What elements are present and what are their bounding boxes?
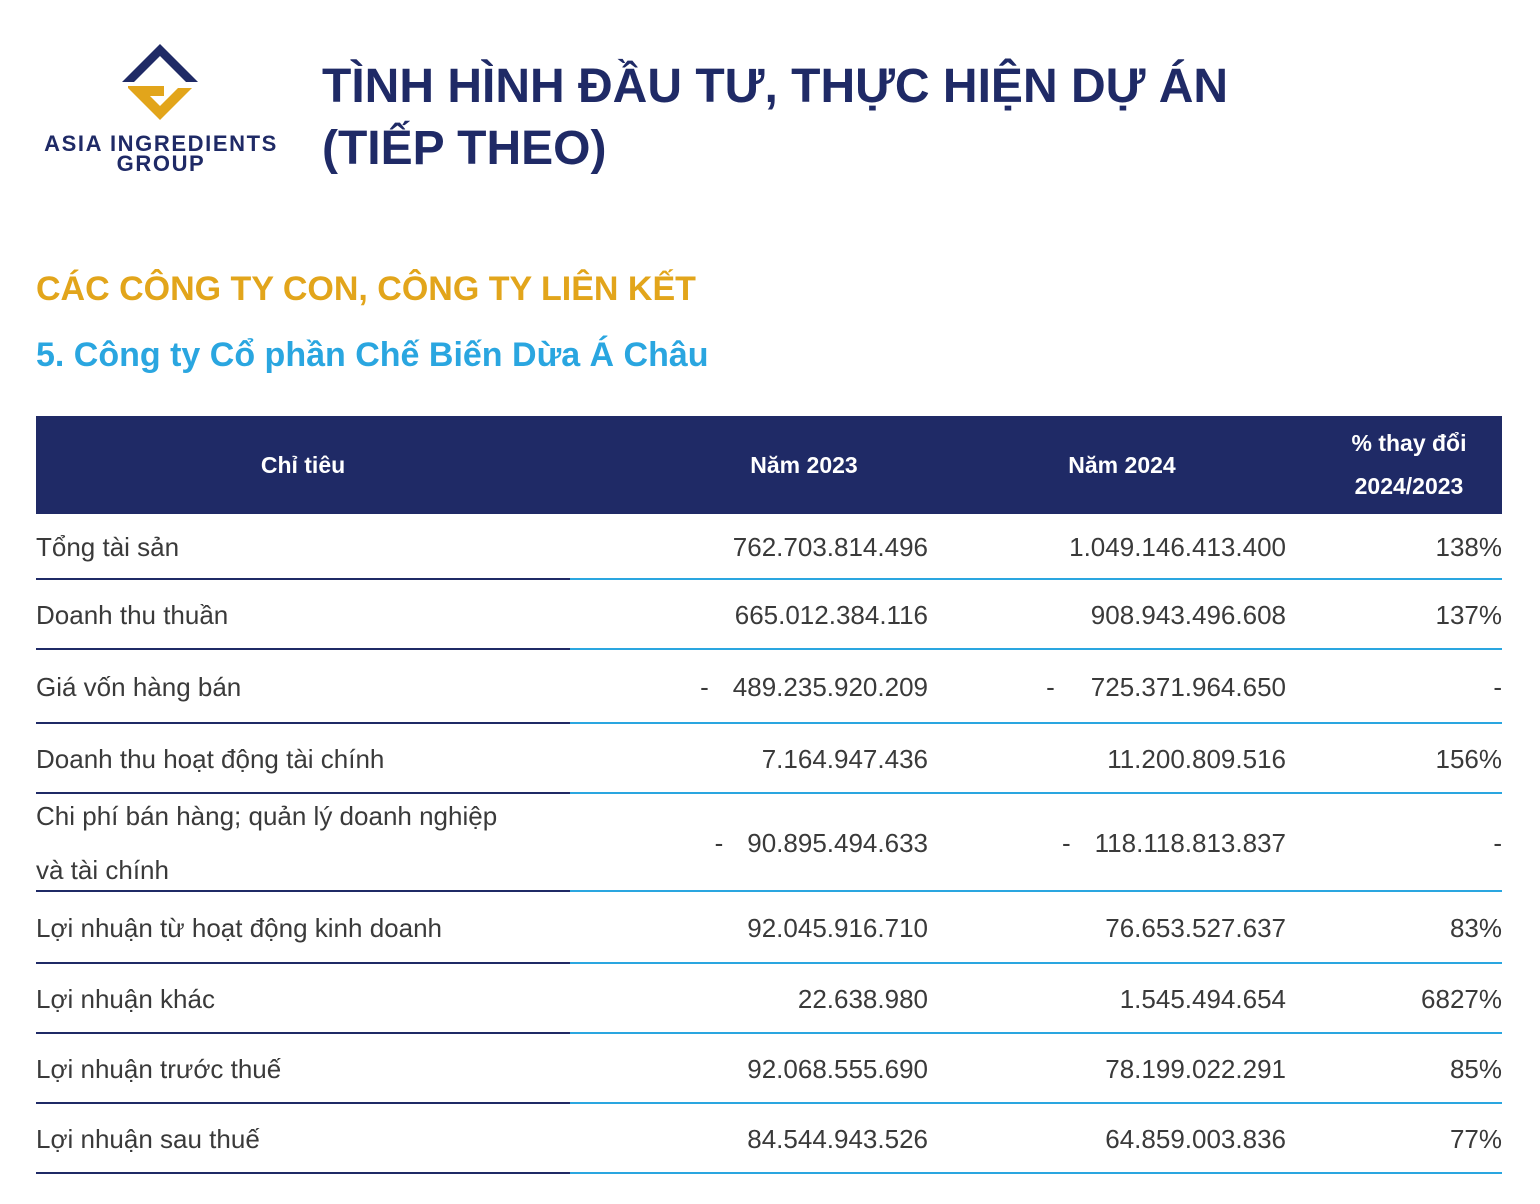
page-title-line1: TÌNH HÌNH ĐẦU TƯ, THỰC HIỆN DỰ ÁN bbox=[322, 60, 1229, 113]
row-change: 85% bbox=[1449, 1053, 1502, 1084]
row-label-line1: Chi phí bán hàng; quản lý doanh nghiệp bbox=[36, 801, 498, 831]
negative-sign: - bbox=[1046, 671, 1055, 702]
row-label: Lợi nhuận trước thuế bbox=[36, 1054, 282, 1084]
row-change: - bbox=[1493, 827, 1502, 858]
row-label: Doanh thu thuần bbox=[36, 600, 229, 630]
table-row bbox=[36, 794, 1502, 892]
row-value-2024: 11.200.809.516 bbox=[1107, 743, 1286, 774]
table-row bbox=[36, 1104, 1502, 1174]
row-value-2023: 92.045.916.710 bbox=[747, 912, 928, 943]
row-change: 83% bbox=[1449, 912, 1502, 943]
row-value-2024-amount: 118.118.813.837 bbox=[1094, 827, 1286, 858]
header-change-line1: % thay đổi bbox=[1351, 430, 1467, 456]
row-value-2024 bbox=[928, 794, 1286, 892]
company-subtitle: 5. Công ty Cổ phần Chế Biến Dừa Á Châu bbox=[36, 336, 709, 374]
table-header bbox=[36, 416, 1502, 514]
header-change-line2: 2024/2023 bbox=[1354, 473, 1464, 499]
row-value-2023: 762.703.814.496 bbox=[732, 531, 928, 562]
row-value-2024: 1.049.146.413.400 bbox=[1069, 531, 1286, 562]
logo-text-line2: GROUP bbox=[116, 151, 206, 176]
header-indicator: Chỉ tiêu bbox=[260, 451, 346, 478]
row-value-2023 bbox=[570, 650, 928, 724]
row-value-2023: 92.068.555.690 bbox=[747, 1053, 928, 1084]
negative-sign: - bbox=[700, 671, 709, 702]
section-title: CÁC CÔNG TY CON, CÔNG TY LIÊN KẾT bbox=[36, 270, 696, 308]
row-change: 6827% bbox=[1421, 983, 1502, 1014]
company-logo bbox=[16, 42, 306, 177]
table-row bbox=[36, 892, 1502, 964]
row-value-2024: 64.859.003.836 bbox=[1105, 1123, 1286, 1154]
table-row bbox=[36, 1034, 1502, 1104]
row-value-2024: 908.943.496.608 bbox=[1090, 599, 1286, 630]
row-value-2024-amount: 725.371.964.650 bbox=[1090, 671, 1286, 702]
row-value-2023: 665.012.384.116 bbox=[734, 599, 928, 630]
row-value-2024: 1.545.494.654 bbox=[1119, 983, 1286, 1014]
row-value-2023-amount: 90.895.494.633 bbox=[747, 827, 928, 858]
row-change: 137% bbox=[1435, 599, 1502, 630]
table-row bbox=[36, 964, 1502, 1034]
logo-mark-icon bbox=[120, 42, 200, 124]
row-value-2023: 22.638.980 bbox=[797, 983, 928, 1014]
negative-sign: - bbox=[1061, 827, 1071, 858]
financial-table bbox=[36, 416, 1502, 1174]
row-label: Giá vốn hàng bán bbox=[36, 672, 242, 702]
header-year-2023: Năm 2023 bbox=[750, 451, 858, 478]
row-value-2024: 78.199.022.291 bbox=[1105, 1053, 1286, 1084]
row-change: 77% bbox=[1449, 1123, 1502, 1154]
row-value-2023-amount: 489.235.920.209 bbox=[732, 671, 928, 702]
table-row bbox=[36, 724, 1502, 794]
row-label: Lợi nhuận khác bbox=[36, 984, 215, 1014]
row-change: - bbox=[1493, 671, 1502, 702]
table-row bbox=[36, 650, 1502, 724]
row-value-2024 bbox=[928, 650, 1286, 724]
row-value-2023: 84.544.943.526 bbox=[747, 1123, 928, 1154]
row-label: Doanh thu hoạt động tài chính bbox=[36, 744, 385, 774]
header-change bbox=[1286, 416, 1502, 514]
row-value-2024: 76.653.527.637 bbox=[1105, 912, 1286, 943]
row-value-2023 bbox=[570, 794, 928, 892]
table-row bbox=[36, 514, 1502, 580]
page-title bbox=[322, 56, 1228, 180]
logo-text-line1: ASIA INGREDIENTS bbox=[44, 131, 278, 156]
header-year-2024: Năm 2024 bbox=[1068, 451, 1176, 478]
row-value-2023: 7.164.947.436 bbox=[761, 743, 928, 774]
row-label-line2: và tài chính bbox=[36, 855, 169, 885]
row-label bbox=[36, 794, 570, 892]
table-row bbox=[36, 580, 1502, 650]
row-label: Lợi nhuận từ hoạt động kinh doanh bbox=[36, 913, 442, 943]
negative-sign: - bbox=[714, 827, 724, 858]
row-change: 156% bbox=[1435, 743, 1502, 774]
row-label: Tổng tài sản bbox=[36, 532, 180, 562]
row-change: 138% bbox=[1435, 531, 1502, 562]
page-title-line2: (TIẾP THEO) bbox=[322, 122, 607, 175]
row-label: Lợi nhuận sau thuế bbox=[36, 1124, 260, 1154]
